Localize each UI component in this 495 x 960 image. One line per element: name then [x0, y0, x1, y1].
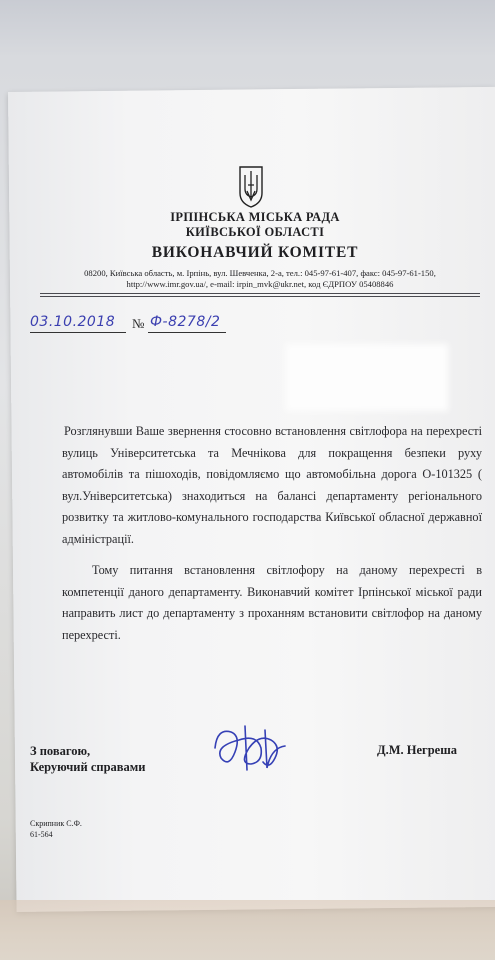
header-divider	[40, 293, 480, 294]
number-sign: №	[132, 316, 145, 331]
background-surface	[0, 900, 495, 960]
number-underline	[148, 332, 226, 333]
body-paragraph-2: Тому питання встановлення світлофору на даному перехресті в компетенції даного департаменту. Виконавчий комітет Ірпінської міської ради направить лист до департаменту з проханням встановити світлофор на даному перехресті.	[62, 563, 482, 642]
signature-image	[205, 718, 295, 776]
org-name-committee: ВИКОНАВЧИЙ КОМІТЕТ	[151, 244, 359, 261]
redacted-recipient-block	[292, 350, 442, 405]
contacts-line: http://www.imr.gov.ua/, e-mail: irpin_mvk@ukr.net, код ЄДРПОУ 05408846	[126, 279, 394, 289]
executor-name: Скрипник С.Ф.	[30, 819, 82, 828]
org-name-city-council: ІРПІНСЬКА МІСЬКА РАДА	[170, 210, 340, 224]
header-divider-second	[40, 296, 480, 297]
executor-phone: 61-564	[30, 830, 53, 839]
letter-date: 03.10.2018	[30, 314, 116, 330]
address-line: 08200, Київська область, м. Ірпінь, вул. Шевченка, 2-а, тел.: 045-97-61-407, факс: 045-97-61-150,	[84, 268, 436, 278]
body-paragraph-1: Розглянувши Ваше звернення стосовно встановлення світлофора на перехресті вулиць Університетська та Мечнікова для покращення безпеки руху автомобілів та пішоходів, повідомляємо що автомобільна дорога О-101325 ( вул.Університетська) знаходиться на балансі департаменту регіонального розвитку та житлово-комунального господарства Київської обласної державної адміністрації.	[62, 424, 482, 546]
org-name-region: КИЇВСЬКОЇ ОБЛАСТІ	[185, 225, 325, 239]
letter-number: Ф-8278/2	[150, 314, 221, 330]
trident-emblem-icon	[237, 163, 265, 208]
executor-block	[30, 818, 82, 840]
closing-regards: З повагою,	[30, 744, 91, 758]
signer-name: Д.М. Негреша	[377, 743, 458, 757]
signer-position: Керуючий справами	[30, 760, 146, 774]
date-underline	[30, 332, 126, 333]
closing-block	[30, 743, 146, 775]
